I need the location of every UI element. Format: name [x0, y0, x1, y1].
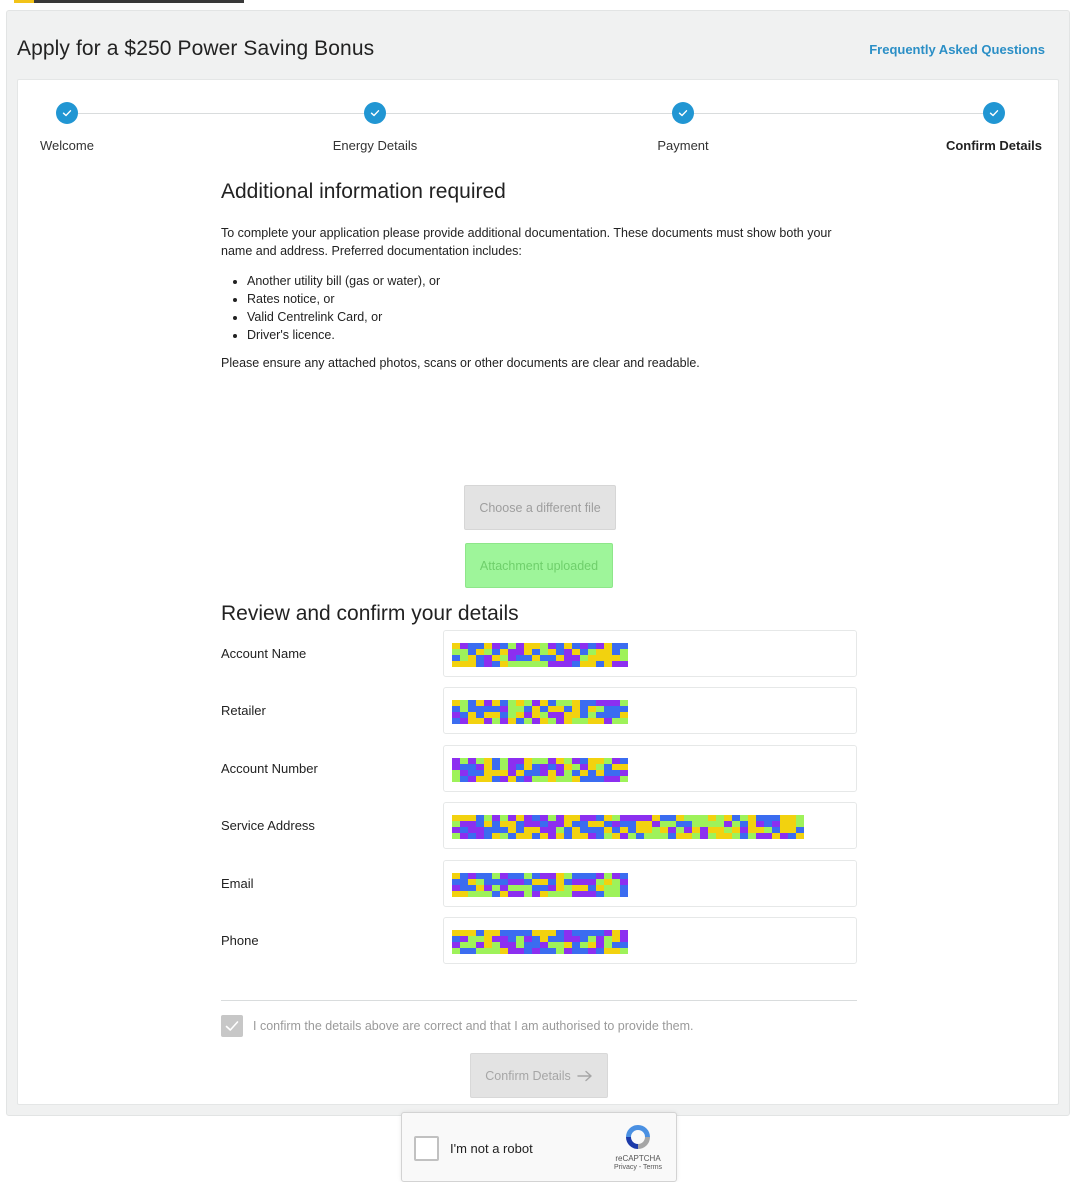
- confirm-row: [221, 1013, 861, 1037]
- check-icon: [224, 1018, 240, 1034]
- list-item: • Another utility bill (gas or water), or: [247, 272, 861, 290]
- field-label: Phone: [221, 933, 259, 948]
- review-heading: Review and confirm your details: [221, 602, 519, 625]
- attachment-uploaded-button[interactable]: Attachment uploaded: [465, 543, 613, 588]
- redacted-value: [452, 643, 628, 673]
- email-field[interactable]: [443, 860, 857, 907]
- review-row-service-address: [221, 802, 861, 850]
- account-name-field[interactable]: [443, 630, 857, 677]
- check-icon: [364, 102, 386, 124]
- step-label: Payment: [657, 138, 709, 153]
- recaptcha-legal-links[interactable]: Privacy - Terms: [613, 1164, 663, 1171]
- step-confirm-details[interactable]: [924, 102, 1064, 153]
- field-label: Email: [221, 876, 254, 891]
- step-label: Confirm Details: [945, 138, 1043, 153]
- additional-info-intro: To complete your application please provide additional documentation. These documents must show both your name and address. Preferred documentation includes:: [221, 226, 832, 258]
- review-row-account-number: [221, 745, 861, 793]
- redacted-value: [452, 758, 628, 788]
- recaptcha-checkbox[interactable]: [414, 1136, 439, 1161]
- application-panel: [6, 10, 1070, 1171]
- page-title: Apply for a $250 Power Saving Bonus: [17, 37, 375, 60]
- check-icon: [56, 102, 78, 124]
- service-address-field[interactable]: [443, 802, 857, 849]
- step-label: Energy Details: [332, 138, 418, 153]
- review-row-phone: [221, 917, 861, 965]
- review-row-email: [221, 860, 861, 908]
- field-label: Account Name: [221, 646, 307, 661]
- documents-note: Please ensure any attached photos, scans or other documents are clear and readable.: [221, 356, 700, 370]
- recaptcha-label: I'm not a robot: [450, 1141, 533, 1156]
- account-number-field[interactable]: [443, 745, 857, 792]
- list-item: • Rates notice, or: [247, 290, 861, 308]
- top-banner-strip: [0, 0, 1080, 3]
- redacted-value: [452, 930, 628, 960]
- list-item: • Driver's licence.: [247, 326, 861, 344]
- phone-field[interactable]: [443, 917, 857, 964]
- step-energy-details[interactable]: [305, 102, 445, 153]
- step-label: Welcome: [40, 138, 94, 153]
- recaptcha-logo: [612, 1122, 664, 1171]
- check-icon: [672, 102, 694, 124]
- choose-file-button[interactable]: Choose a different file: [464, 485, 616, 530]
- arrow-right-icon: [577, 1070, 593, 1082]
- field-label: Retailer: [221, 703, 266, 718]
- divider: [221, 1000, 857, 1001]
- faq-link[interactable]: Frequently Asked Questions: [869, 42, 1045, 57]
- documents-list: [247, 272, 861, 344]
- main-content: [221, 180, 861, 1171]
- stepper-line: [67, 113, 1002, 114]
- redacted-value: [452, 873, 628, 903]
- recaptcha-brand: reCAPTCHA: [615, 1154, 661, 1163]
- review-row-account-name: [221, 630, 861, 678]
- list-item: • Valid Centrelink Card, or: [247, 308, 861, 326]
- recaptcha-logo-icon: [623, 1122, 653, 1152]
- redacted-value: [452, 815, 804, 845]
- retailer-field[interactable]: [443, 687, 857, 734]
- confirm-details-card: [17, 79, 1059, 1171]
- recaptcha-widget: [401, 1112, 677, 1182]
- additional-info-heading: Additional information required: [221, 180, 506, 203]
- field-label: Account Number: [221, 761, 318, 776]
- redacted-value: [452, 700, 628, 730]
- confirm-checkbox[interactable]: [221, 1015, 243, 1037]
- step-payment[interactable]: [613, 102, 753, 153]
- confirm-details-button[interactable]: [470, 1053, 608, 1098]
- confirm-text: I confirm the details above are correct and that I am authorised to provide them.: [253, 1019, 694, 1033]
- field-label: Service Address: [221, 818, 315, 833]
- confirm-details-label: Confirm Details: [485, 1068, 571, 1083]
- review-row-retailer: [221, 687, 861, 735]
- check-icon: [983, 102, 1005, 124]
- step-welcome[interactable]: [0, 102, 137, 153]
